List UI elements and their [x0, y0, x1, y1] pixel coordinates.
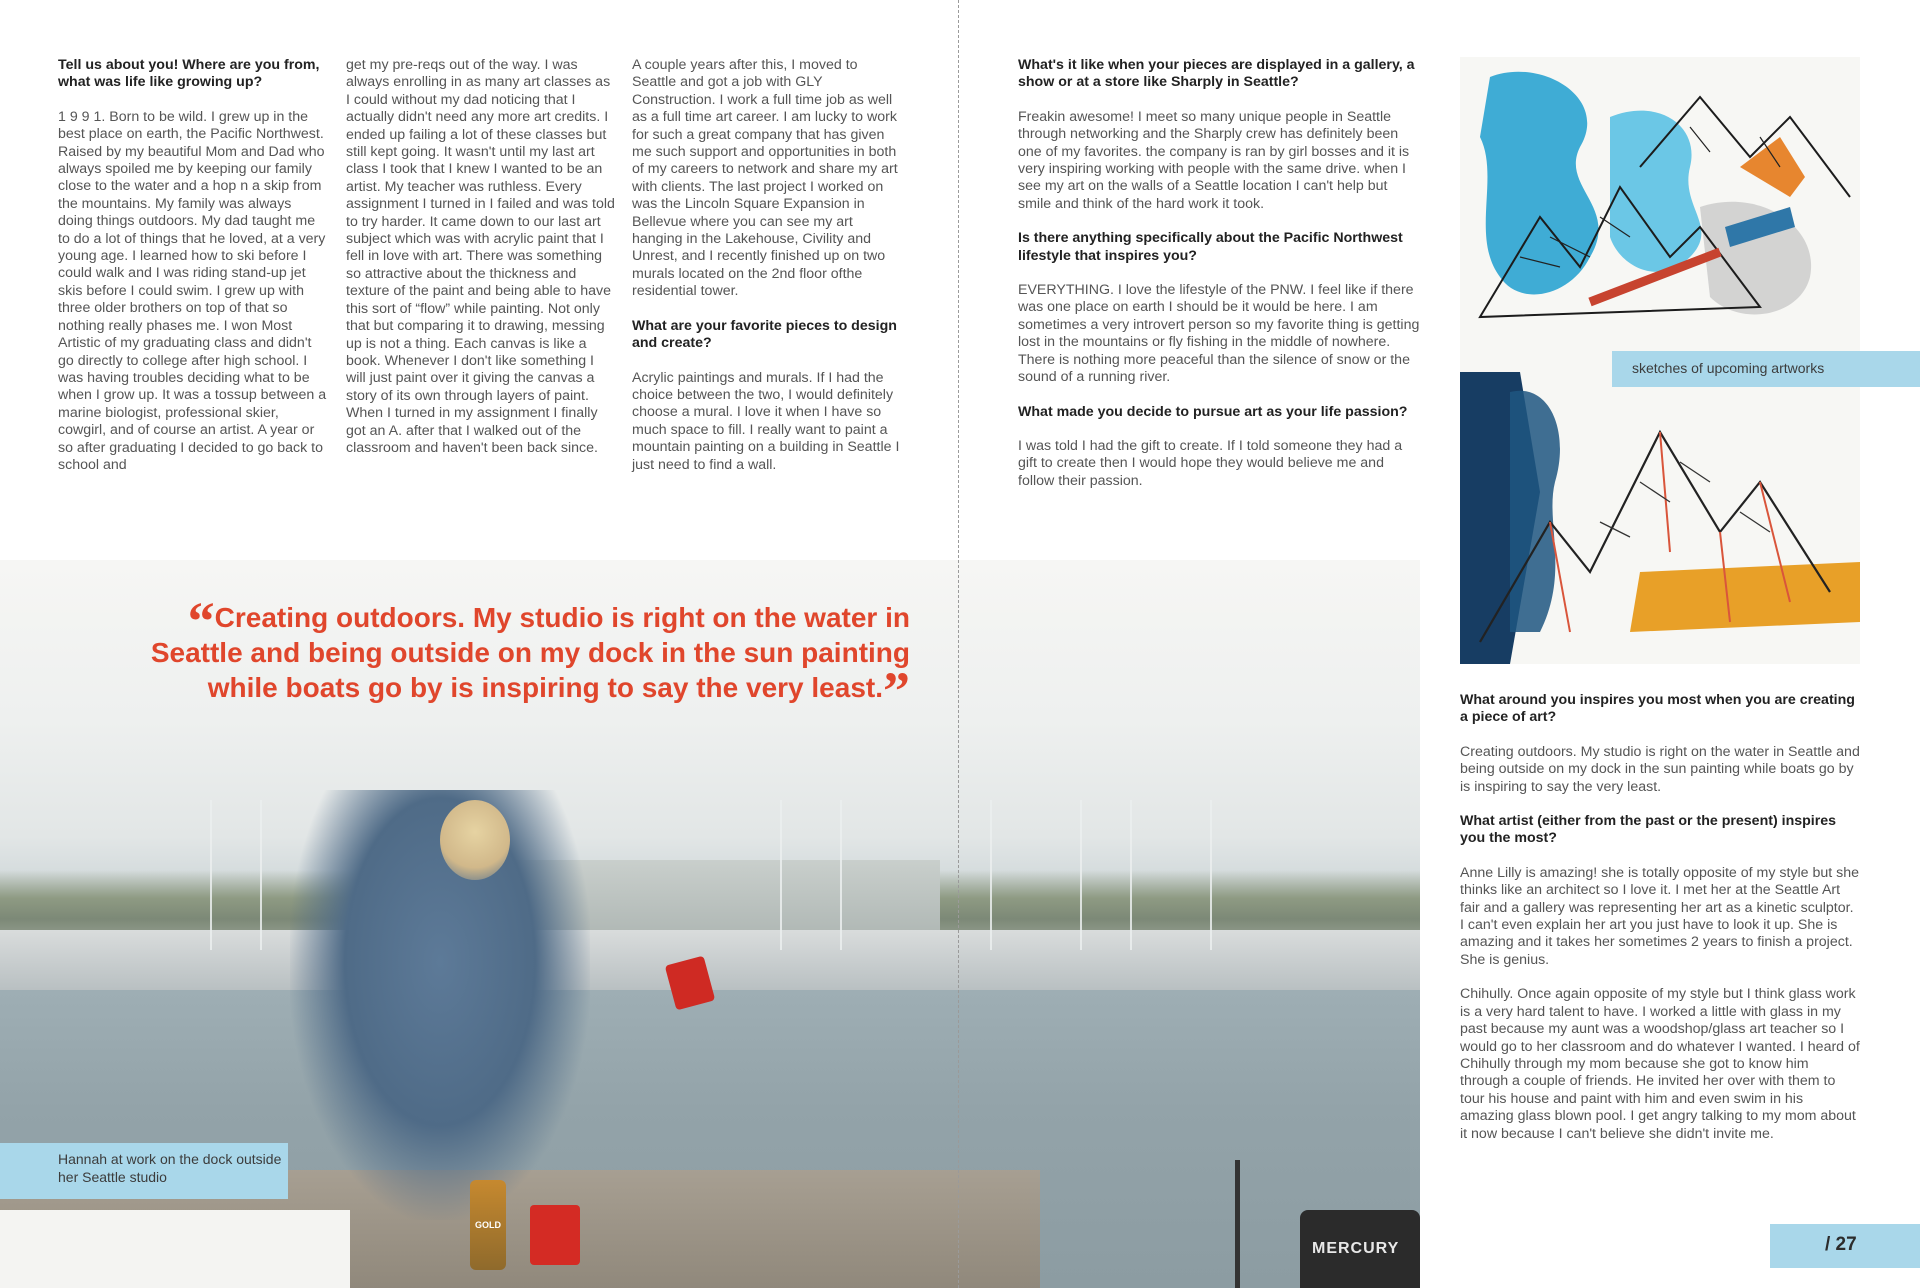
- question-heading: What are your favorite pieces to design and create?: [632, 317, 897, 352]
- mountain-sketch-2: [1460, 372, 1860, 664]
- motor-brand: MERCURY: [1312, 1240, 1400, 1257]
- answer-text: Freakin awesome! I meet so many unique people in Seattle through networking and the Sharply crew has definitely been one of my favorites. the company is ran by girl bosses and it is very inspiring working with people with the same drive. when I see my art on the walls of a Seattle location I can't help but smile and think of the hard work it took.: [1018, 108, 1410, 212]
- boat-mast: [260, 800, 262, 950]
- page-gutter: [958, 0, 959, 1288]
- canvas-on-dock: [0, 1210, 350, 1288]
- red-cup-on-dock: [530, 1205, 580, 1265]
- question-heading: What made you decide to pursue art as your life passion?: [1018, 403, 1408, 420]
- right-column-2: [1460, 692, 1860, 1160]
- boat-mast: [1210, 800, 1212, 950]
- left-column-1: [58, 57, 328, 491]
- question-heading: What artist (either from the past or the present) inspires you the most?: [1460, 813, 1837, 847]
- boat-mast: [840, 800, 842, 950]
- dock-pole: [1235, 1160, 1240, 1288]
- answer-text: Anne Lilly is amazing! she is totally opposite of my style but she thinks like an architect so I love it. I met her at the Seattle Art fair and a gallery was representing her art as a kinetic sculptor. I can't even explain her art you just have to look it up. She is amazing and it takes her sometimes 2 years to finish a project. She is genius.: [1460, 864, 1860, 968]
- boat-motor: [1300, 1210, 1420, 1288]
- artist-head: [440, 800, 510, 880]
- answer-text: I was told I had the gift to create. If I told someone they had a gift to create then I would hope they would believe me and follow their passion.: [1018, 437, 1403, 489]
- mountain-sketch-1: [1460, 57, 1860, 372]
- answer-text: Creating outdoors. My studio is right on the water in Seattle and being outside on my dock in the sun painting while boats go by is inspiring to say the very least.: [1460, 743, 1860, 795]
- answer-text: A couple years after this, I moved to Seattle and got a job with GLY Construction. I work a full time job as well as a full time art career. I am lucky to work for such a great company that has given me such support and opportunities in both of my careers to network and share my art with clients. The last project I worked on was the Lincoln Square Expansion in Bellevue where you can see my art hanging in the Lakehouse, Civility and Unrest, and I recently finished up on two murals located on the 2nd floor ofthe residential tower.: [632, 57, 898, 300]
- answer-text: Acrylic paintings and murals. If I had the choice between the two, I would definitely choose a mural. I love it when I have so much space to fill. I really want to paint a mountain painting on a building in Seattle I just need to find a wall.: [632, 369, 900, 473]
- answer-text: 1 9 9 1. Born to be wild. I grew up in the best place on earth, the Pacific Northwest. Raised by my beautiful Mom and Dad who always spoiled me by keeping our family close to the water and a hop n a skip from the mountains. My family was always doing things outdoors. My dad taught me to do a lot of things that he loved, at a very young age. I learned how to ski before I could walk and I was riding stand-up jet skis before I could swim. I grew up with three older brothers on top of that so nothing really phases me. I won Most Artistic of my graduating class and didn't go directly to college after high school. I was having troubles deciding what to be when I grow up. It was a tossup between a marine biologist, professional skier, cowgirl, and of course an artist. A year or so after graduating I decided to go back to school and: [58, 108, 327, 473]
- pull-quote-text: Creating outdoors. My studio is right on the water in Seattle and being outside on my dock in the sun painting while boats go by is inspiring to say the very least.: [150, 602, 910, 703]
- left-column-2: [346, 57, 616, 474]
- left-column-3: [632, 57, 902, 491]
- spray-can-label: GOLD: [475, 1220, 501, 1230]
- right-column-1: [1018, 57, 1423, 507]
- open-quote-mark: “: [187, 591, 215, 651]
- sketches-caption: sketches of upcoming artworks: [1612, 351, 1920, 387]
- boat-mast: [1130, 800, 1132, 950]
- question-heading: What around you inspires you most when you are creating a piece of art?: [1460, 692, 1855, 726]
- boat-mast: [1080, 800, 1082, 950]
- answer-text: EVERYTHING. I love the lifestyle of the PNW. I feel like if there was one place on earth I should be it would be here. I am sometimes a very introvert person so my favorite thing is getting lost in the mountains or fly fishing in the middle of nowhere. There is nothing more peaceful than the silence of snow or the sound of a running river.: [1018, 282, 1420, 386]
- page-number: / 27: [1770, 1224, 1920, 1268]
- boat-mast: [210, 800, 212, 950]
- close-quote-mark: ”: [883, 661, 910, 721]
- answer-text: Chihully. Once again opposite of my style but I think glass work is a very hard talent to have. I worked a little with glass in my past because my aunt was a woodshop/glass art teacher so I would go to her classroom and do whatever I wanted. I heard of Chihully through my mom because she got to know him through a couple of friends. He invited her over with them to tour his house and paint with him and even swim in his amazing glass blown pool. I get angry talking to my mom about it now because I can't believe she didn't invite me.: [1460, 986, 1860, 1142]
- spray-paint-can: [470, 1180, 506, 1270]
- boat-mast: [990, 800, 992, 950]
- boat-mast: [780, 800, 782, 950]
- pull-quote: [150, 591, 910, 721]
- photo-caption: Hannah at work on the dock outside her Seattle studio: [0, 1143, 288, 1199]
- answer-text: get my pre-reqs out of the way. I was always enrolling in as many art classes as I could without my dad noticing that I actually didn't need any more art credits. I ended up failing a lot of these classes but still kept going. It wasn't until my last art class I took that I knew I wanted to be an artist. My teacher was ruthless. Every assignment I turned in I failed and was told to try harder. It came down to our last art subject which was with acrylic paint that I fell in love with art. There was something so attractive about the thickness and texture of the paint and being able to have this sort of “flow” while painting. Not only that but comparing it to drawing, messing up is not a thing. Each canvas is like a book. Whenever I don't like something I will just paint over it giving the canvas a story of its own through layers of paint. When I turned in my assignment I finally got an A. after that I walked out of the classroom and haven't been back since.: [346, 57, 615, 456]
- question-heading: Is there anything specifically about the Pacific Northwest lifestyle that inspires you?: [1018, 230, 1403, 264]
- artist-figure: [290, 790, 590, 1220]
- question-heading: Tell us about you! Where are you from, what was life like growing up?: [58, 57, 320, 91]
- question-heading: What's it like when your pieces are displayed in a gallery, a show or at a store like Sharply in Seattle?: [1018, 57, 1415, 91]
